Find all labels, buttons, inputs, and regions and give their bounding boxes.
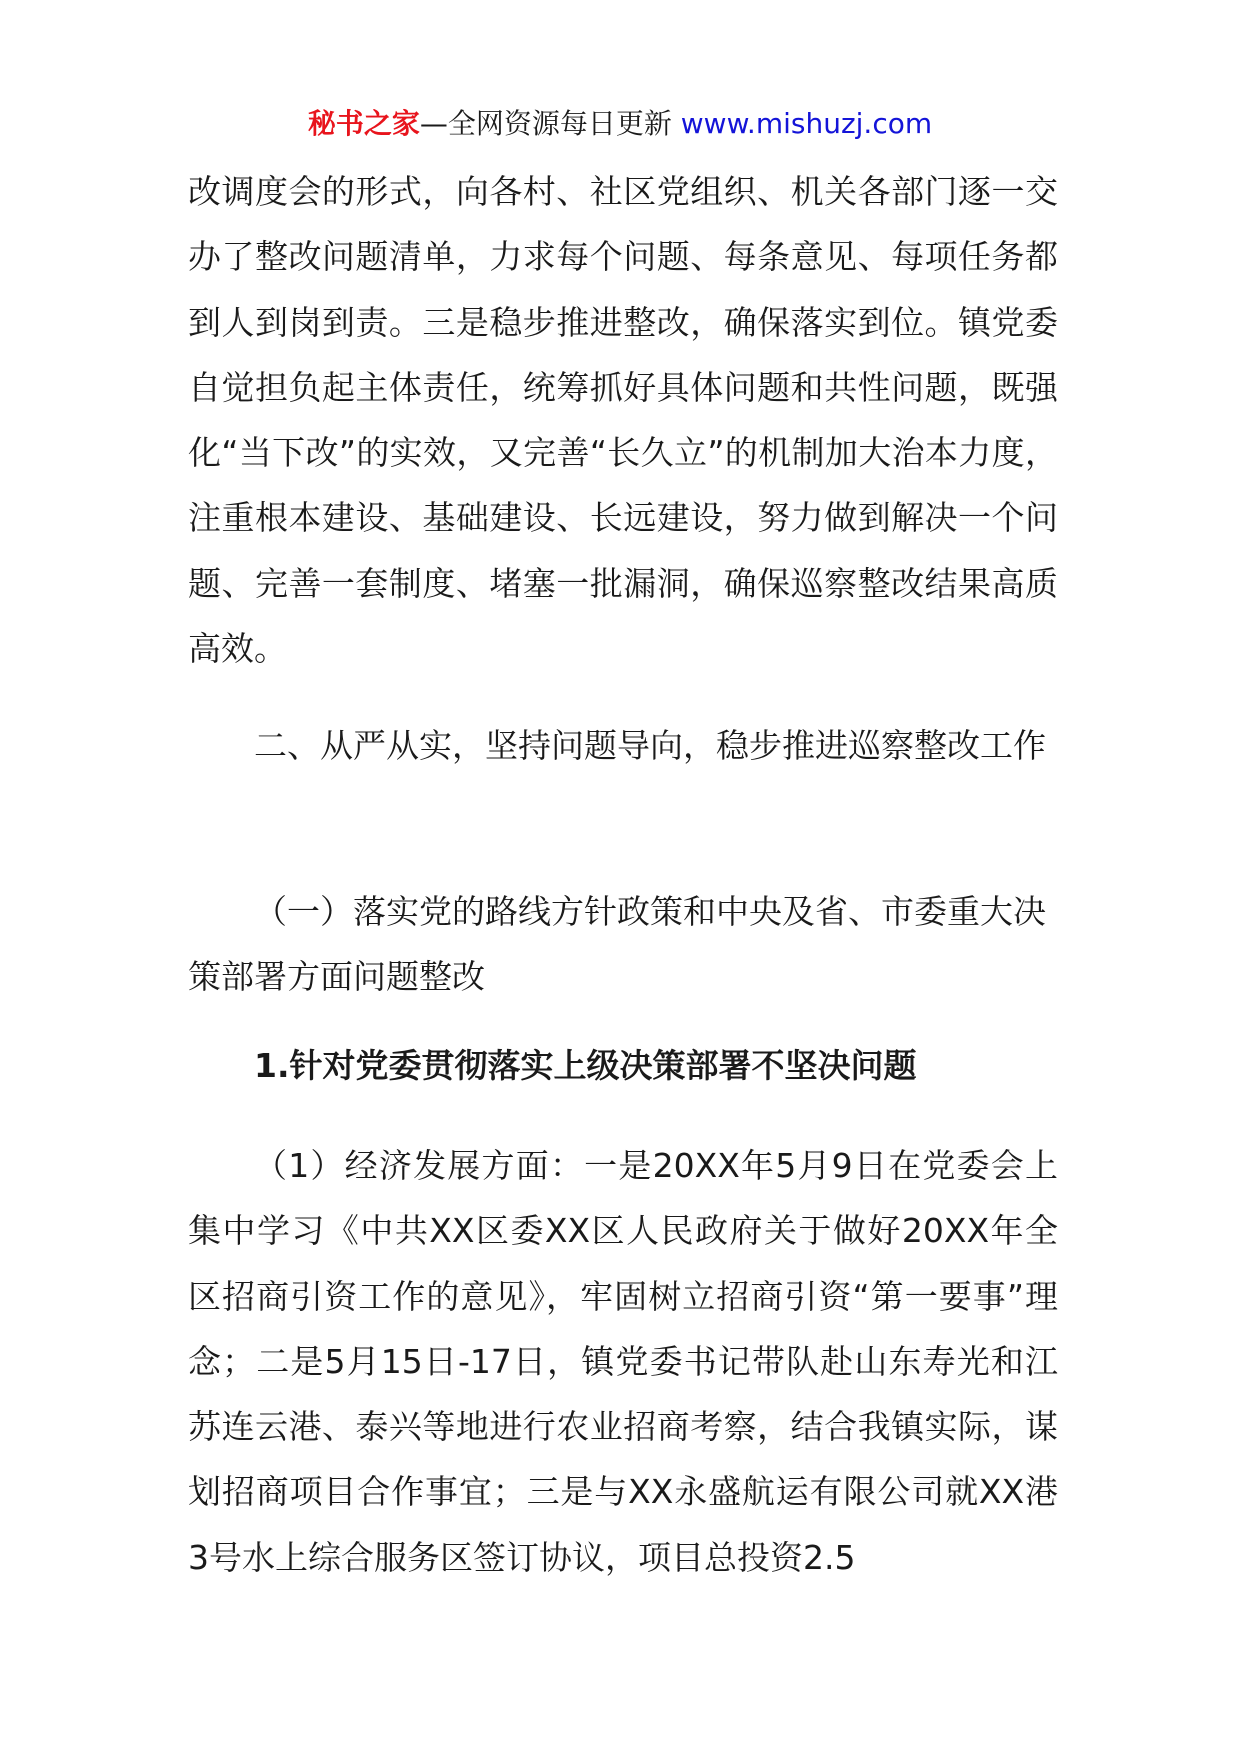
site-header [0,104,1240,144]
body-paragraph-economic: （1）经济发展方面：一是20XX年5月9日在党委会上集中学习《中共XX区委XX区人民政府关于做好20XX年全区招商引资工作的意见》，牢固树立招商引资“第一要事”理念；二是5月15日-17日，镇党委书记带队赴山东寿光和江苏连云港、泰兴等地进行农业招商考察，结合我镇实际，谋划招商项目合作事宜；三是与XX永盛航运有限公司就XX港3号水上综合服务区签订协议，项目总投资2.5 [188,1146,1058,1577]
section-heading: 二、从严从实，坚持问题导向，稳步推进巡察整改工作 [254,726,1046,765]
body-paragraph: 改调度会的形式，向各村、社区党组织、机关各部门逐一交办了整改问题清单，力求每个问题、每条意见、每项任务都到人到岗到责。三是稳步推进整改，确保落实到位。镇党委自觉担负起主体责任，统筹抓好具体问题和共性问题，既强化“当下改”的实效，又完善“长久立”的机制加大治本力度，注重根本建设、基础建设、长远建设，努力做到解决一个问题、完善一套制度、堵塞一批漏洞，确保巡察整改结果高质高效。 [188,172,1058,669]
brand-name: 秘书之家 [307,107,420,140]
header-tagline: —全网资源每日更新 [419,107,681,140]
site-url-link[interactable]: www.mishuzj.com [680,107,933,140]
item-heading: 1.针对党委贯彻落实上级决策部署不坚决问题 [254,1046,917,1085]
subsection-heading: （一）落实党的路线方针政策和中央及省、市委重大决策部署方面问题整改 [188,892,1046,996]
